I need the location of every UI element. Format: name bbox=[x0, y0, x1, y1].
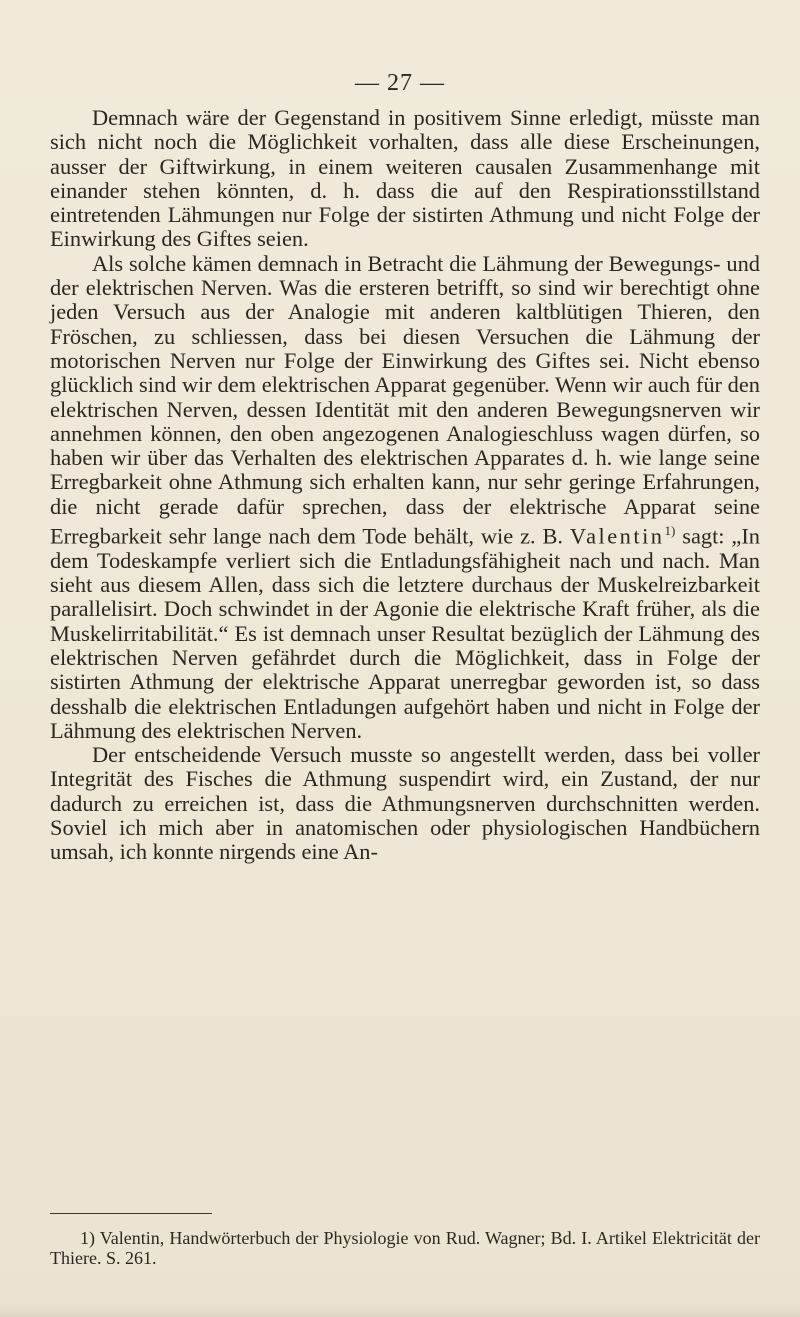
main-text bbox=[50, 106, 760, 865]
footnote-divider bbox=[50, 1213, 212, 1214]
paragraph-3: Der entscheidende Versuch musste so angestellt werden, dass bei voller Integrität des Fisches die Athmung suspendirt wird, ein Zustand, der nur dadurch zu erreichen ist, dass die Athmungsnerven durchschnitten werden. Soviel ich mich aber in anatomischen oder physiologischen Handbüchern umsah, ich konnte nirgends eine An- bbox=[50, 742, 760, 865]
footnotes bbox=[50, 1228, 760, 1268]
paragraph-2-text-after: sagt: „In dem Todeskampfe verliert sich die Entladungsfähigheit nach und nach. Man sieht aus diesem Allen, dass sich die letztere durchaus der Muskelreizbarkeit parallelisirt. Doch schwindet in der Agonie die elektrische Kraft früher, als die Muskelirritabilität.“ Es ist demnach unser Resultat bezüglich der Lähmung des elektrischen Nerven gefährdet durch die Möglichkeit, dass in Folge der sistirten Athmung der elektrische Apparat unerregbar geworden ist, so dass desshalb die elektrischen Entladungen aufgehört haben und nicht in Folge der Lähmung des elektrischen Nerven. bbox=[50, 523, 760, 743]
author-name-valentin: Valentin bbox=[569, 523, 665, 549]
paragraph-2-text-before: Als solche kämen demnach in Betracht die Lähmung der Bewegungs- und der elektrischen Nerven. Was die ersteren betrifft, so sind wir berechtigt ohne jeden Versuch aus der Analogie mit anderen kaltblütigen Thieren, den Fröschen, zu schliessen, dass bei diesen Versuchen die Lähmung der motorischen Nerven nur Folge der Einwirkung des Giftes sei. Nicht ebenso glücklich sind wir dem elektrischen Apparat gegenüber. Wenn wir auch für den elektrischen Nerven, dessen Identität mit den anderen Bewegungsnerven wir annehmen können, den oben angezogenen Analogieschluss wagen dürfen, so haben wir über das Verhalten des elektrischen Apparates d. h. wie lange seine Erregbarkeit ohne Athmung sich erhalten kann, nur sehr geringe Erfahrungen, die nicht gerade dafür sprechen, dass der elektrische Apparat seine Erregbarkeit sehr lange nach dem Tode behält, wie z. B. bbox=[50, 250, 760, 549]
page-bottom-edge bbox=[0, 1304, 800, 1317]
paragraph-2 bbox=[50, 252, 760, 743]
footnote-1: 1) Valentin, Handwörterbuch der Physiologie von Rud. Wagner; Bd. I. Artikel Elektricität der Thiere. S. 261. bbox=[50, 1228, 760, 1268]
paragraph-1: Demnach wäre der Gegenstand in positivem Sinne erledigt, müsste man sich nicht noch die Möglichkeit vorhalten, dass alle diese Erscheinungen, ausser der Giftwirkung, in einem weiteren causalen Zusammenhange mit einander stehen könnten, d. h. dass die auf den Respirationsstillstand eintretenden Lähmungen nur Folge der sistirten Athmung und nicht Folge der Einwirkung des Giftes seien. bbox=[50, 105, 760, 252]
footnote-reference: 1) bbox=[664, 523, 676, 539]
page-number: — 27 — bbox=[355, 70, 445, 96]
